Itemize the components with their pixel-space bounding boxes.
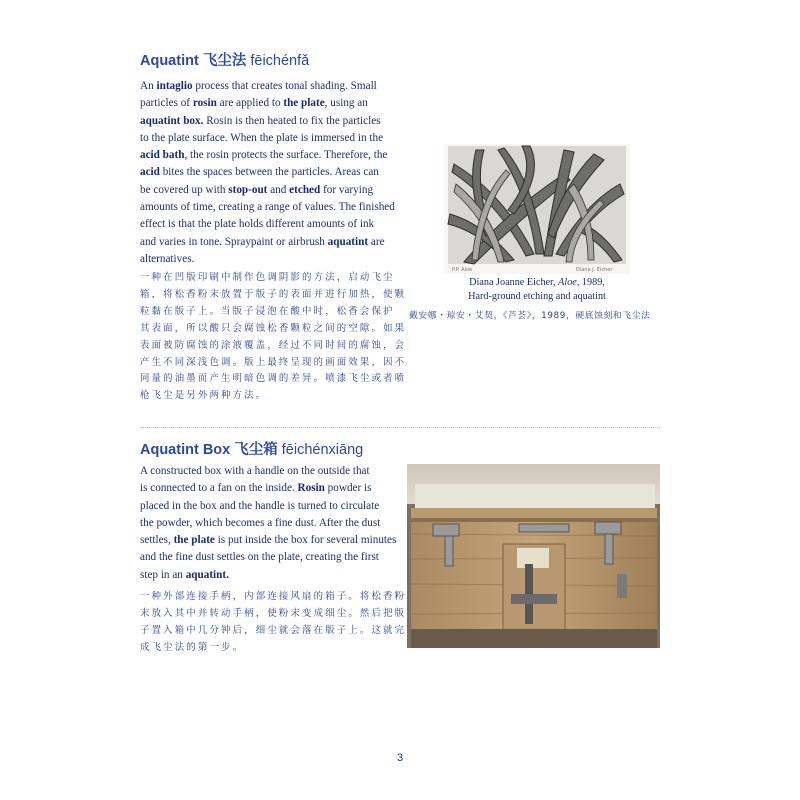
glossary-term: the plate — [173, 534, 215, 547]
text-segment: placed in the box and the handle is turned to circulate — [140, 499, 380, 512]
text-line: 一种在凹版印刷中制作色调阴影的方法，启动飞尘 — [140, 272, 395, 283]
text-segment: step in an — [140, 568, 186, 581]
text-segment: and the fine dust settles on the plate, creating the first — [140, 551, 379, 564]
text-line — [140, 78, 395, 95]
text-segment: settles, — [140, 534, 174, 547]
section-title-aquatint — [140, 49, 309, 70]
text-line: 表面被防腐蚀的涂液覆盖，经过不同时间的腐蚀，会 — [140, 339, 407, 351]
text-segment: is connected to a fan on the inside. — [140, 482, 298, 495]
text-line — [140, 480, 396, 497]
glossary-term: acid — [140, 166, 160, 179]
text-line — [140, 567, 396, 584]
text-line: 末放入其中并转动手柄，使粉末变成细尘。然后把版 — [140, 607, 407, 619]
text-line — [140, 164, 395, 181]
page-number: 3 — [396, 752, 404, 764]
text-line — [140, 199, 395, 216]
text-segment: for varying — [320, 183, 374, 196]
text-line: 成飞尘法的第一步。 — [140, 641, 245, 653]
svg-text:Diana J. Eicher: Diana J. Eicher — [576, 267, 613, 273]
glossary-term: acid bath — [140, 149, 185, 162]
aquatint-box-photo — [407, 464, 660, 648]
aquatint-box-english-paragraph — [140, 463, 396, 584]
glossary-term: the plate — [283, 97, 325, 110]
section-divider — [140, 427, 660, 428]
text-line — [140, 216, 395, 233]
text-line — [140, 498, 396, 515]
text-segment: Rosin is then heated to fix the particles — [203, 114, 381, 127]
title-pinyin: fēichénxiāng — [281, 442, 364, 458]
text-line — [140, 532, 396, 549]
caption-title: Aloe — [558, 277, 577, 288]
text-line — [140, 95, 395, 112]
title-zh: 飞尘箱 — [234, 442, 278, 458]
text-segment: amounts of time, creating a range of values. The finished — [140, 201, 395, 214]
glossary-term: stop-out — [228, 183, 268, 196]
glossary-term: etched — [289, 183, 321, 196]
text-segment: , using an — [324, 97, 368, 110]
text-segment: are — [368, 235, 385, 248]
text-line — [140, 549, 396, 566]
text-segment: effect is that the plate holds different amounts of ink — [140, 218, 375, 231]
etching-caption-zh: 戴安娜・琼安・艾契，《芦荟》，1989，硬底蚀刻和飞尘法 — [409, 311, 651, 321]
etching-caption — [432, 276, 642, 304]
text-line: 一种外部连接手柄，内部连接风扇的箱子。将松香粉 — [140, 591, 407, 602]
text-segment: is put inside the box for several minutes — [214, 534, 397, 547]
text-segment: are applied to — [216, 97, 284, 110]
text-line: 箱，将松香粉末放置于版子的表面并进行加热，使颗 — [140, 288, 407, 300]
caption-artist: Diana Joanne Eicher, — [469, 277, 559, 288]
glossary-term: aquatint. — [185, 568, 229, 581]
caption-line1 — [432, 276, 642, 290]
section-title-aquatint-box — [140, 438, 363, 459]
text-segment: , the rosin protects the surface. Therefore, the — [184, 149, 388, 162]
text-line — [140, 463, 396, 480]
title-pinyin: fēichénfǎ — [250, 53, 310, 69]
text-segment: and varies in tone. Spraypaint or airbrush — [140, 235, 328, 248]
text-line: 产生不同深浅色调。版上最终呈现的画面效果，因不 — [140, 356, 407, 368]
text-line — [140, 234, 395, 251]
svg-text:P.P. Aloe: P.P. Aloe — [452, 267, 473, 273]
text-segment: powder is — [324, 482, 372, 495]
caption-line2: Hard-ground etching and aquatint — [468, 291, 606, 302]
glossary-term: Rosin — [297, 482, 325, 495]
text-line — [140, 182, 395, 199]
aquatint-chinese-paragraph — [140, 270, 406, 405]
text-segment: particles of — [140, 97, 193, 110]
aloe-etching-image — [444, 144, 630, 274]
text-line — [140, 251, 395, 268]
text-segment: to the plate surface. When the plate is immersed in the — [140, 131, 384, 144]
text-line: 子置入箱中几分钟后，细尘就会落在版子上。这就完 — [140, 624, 407, 636]
glossary-term: intaglio — [156, 80, 193, 92]
title-en: Aquatint — [140, 53, 199, 69]
text-segment: and — [267, 183, 290, 196]
title-en: Aquatint Box — [140, 442, 231, 458]
text-line — [140, 515, 396, 532]
text-segment: bites the spaces between the particles. Areas can — [159, 166, 379, 179]
caption-year: , 1989, — [576, 277, 605, 288]
text-line: 同量的油墨而产生明暗色调的差异。喷漆飞尘或者喷 — [140, 373, 407, 385]
text-segment: the powder, which becomes a fine dust. After the dust — [140, 516, 381, 529]
text-line — [140, 147, 395, 164]
text-segment: alternatives. — [140, 252, 195, 265]
text-segment: be covered up with — [140, 183, 229, 196]
text-line — [140, 113, 395, 130]
title-zh: 飞尘法 — [202, 53, 247, 69]
aquatint-box-chinese-paragraph — [140, 589, 406, 657]
text-line: 其表面，所以酸只会腐蚀松香颗粒之间的空隙。如果 — [140, 322, 407, 334]
text-line: 枪飞尘是另外两种方法。 — [140, 390, 268, 402]
aquatint-english-paragraph — [140, 78, 395, 268]
text-line: 粒黏在版子上。当版子浸泡在酸中时，松香会保护 — [140, 305, 395, 317]
text-segment: process that creates tonal shading. Small — [192, 80, 377, 92]
text-segment: A constructed box with a handle on the outside that — [140, 465, 370, 477]
glossary-term: aquatint box. — [140, 114, 204, 127]
glossary-term: rosin — [192, 97, 217, 110]
glossary-term: aquatint — [327, 235, 369, 248]
text-segment: An — [140, 80, 157, 92]
text-line — [140, 130, 395, 147]
